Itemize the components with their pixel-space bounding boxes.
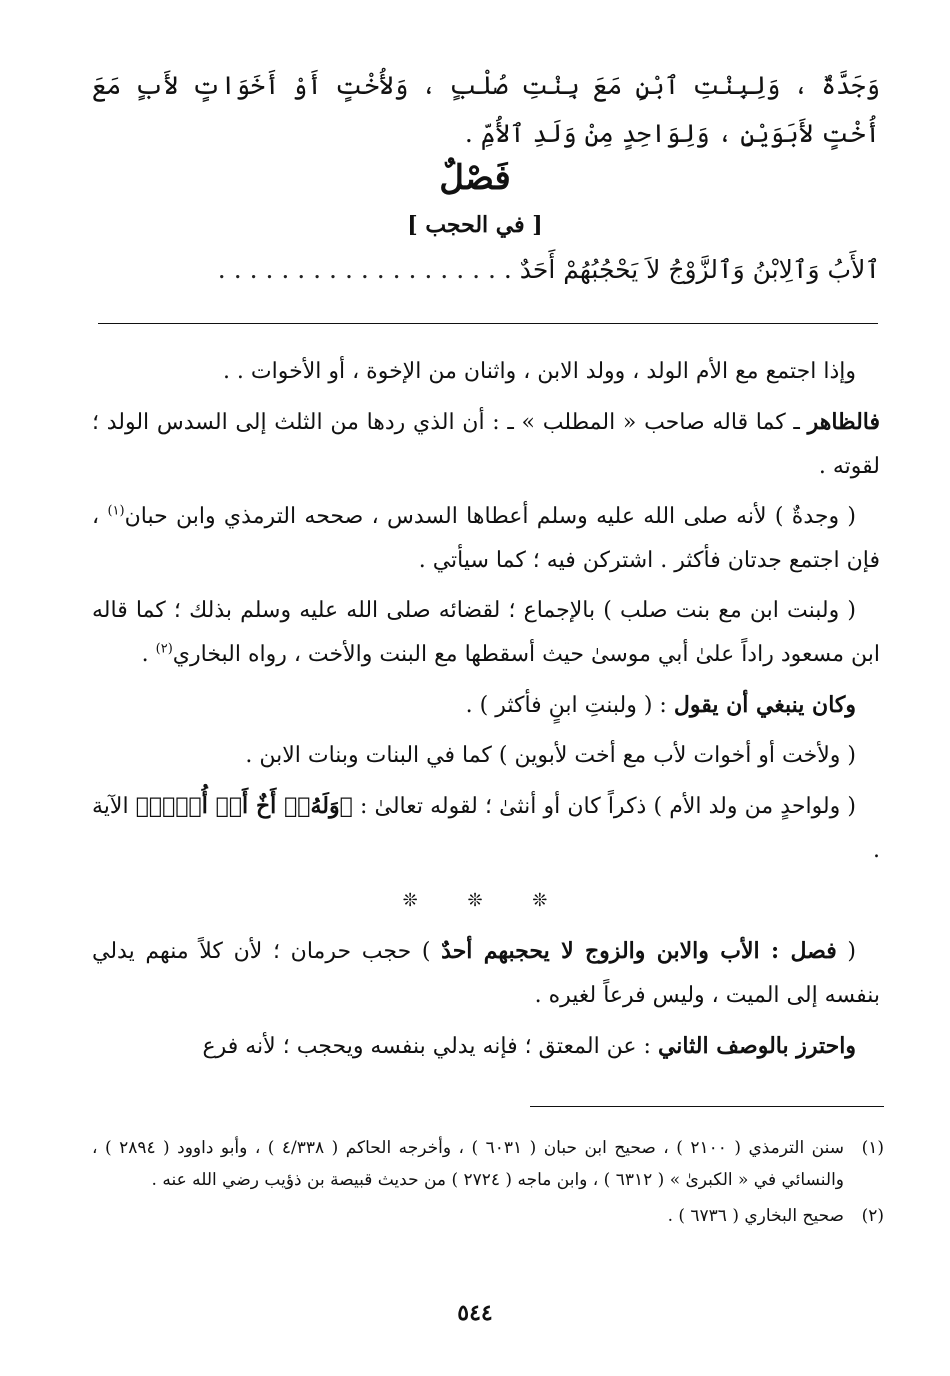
sharh-p9-text: : عن المعتق ؛ فإنه يدلي بنفسه ويحجب ؛ لأنه فرع	[202, 1034, 658, 1059]
section-separator-stars: ❊ ❊ ❊	[402, 890, 570, 911]
matn-fasl-line	[92, 248, 880, 292]
sharh-paragraph-1	[92, 350, 880, 394]
footnote-text: صحيح البخاري ( ٦٧٣٦ ) .	[667, 1206, 844, 1226]
sharh-paragraph-8	[92, 929, 880, 1018]
fasl-heading: فَصْلٌ	[439, 158, 511, 198]
sharh-paragraph-5	[92, 683, 880, 728]
sharh-body	[92, 350, 880, 1075]
sharh-p8-bold: فصل : الأب والابن والزوج لا يحجبهم أحدٌ	[441, 938, 837, 964]
footnote-2	[92, 1200, 884, 1232]
sharh-p4-text-b: .	[141, 642, 156, 667]
quran-verse: ﴿وَلَهُۥٓ أَخٌ أَوۡ أُخۡتٞ﴾	[135, 793, 353, 819]
sharh-p1-text: وإذا اجتمع مع الأم الولد ، وولد الابن ، واثنان من الإخوة ، أو الأخوات . .	[222, 359, 856, 384]
footnote-divider	[530, 1106, 884, 1107]
sharh-paragraph-7	[92, 784, 880, 873]
sharh-p3-text-a: ( وجدةٌ ) لأنه صلى الله عليه وسلم أعطاها السدس ، صححه الترمذي وابن حبان	[124, 504, 857, 529]
matn-sharh-divider	[98, 323, 878, 324]
sharh-p5-bold: وكان ينبغي أن يقول	[673, 692, 856, 718]
sharh-p4-text-a: ( ولبنت ابن مع بنت صلب ) بالإجماع ؛ لقضائه صلى الله عليه وسلم بذلك ؛ كما قاله ابن مسعود راداً علىٰ أبي موسىٰ حيث أسقطها مع البنت والأخت ، رواه البخاري	[92, 598, 880, 667]
sharh-p6-text: ( ولأخت أو أخوات لأب مع أخت لأبوين ) كما في البنات وبنات الابن .	[245, 743, 856, 768]
footnote-number: (١)	[861, 1138, 884, 1158]
sharh-paragraph-9	[92, 1024, 880, 1069]
sharh-p8-open: (	[836, 939, 857, 964]
sharh-paragraph-6	[92, 734, 880, 778]
footnote-ref-2[interactable]: (٢)	[155, 641, 173, 657]
footnote-1	[92, 1132, 884, 1196]
sharh-p5-text: : ( ولبنتِ ابنٍ فأكثر ) .	[465, 693, 674, 718]
footnotes	[92, 1132, 884, 1236]
sharh-p2-text: ـ كما قاله صاحب « المطلب » ـ : أن الذي ردها من الثلث إلى السدس الولد ؛ لقوته .	[92, 410, 880, 479]
footnote-text: سنن الترمذي ( ٢١٠٠ ) ، صحيح ابن حبان ( ٦٠٣١ ) ، وأخرجه الحاكم ( ٤/٣٣٨ ) ، وأبو داوود ( ٢٨٩٤ ) ، والنسائي في « الكبرىٰ » ( ٦٣١٢ ) ، وابن ماجه ( ٢٧٢٤ ) من حديث قبيصة بن ذؤيب رضي الله عنه .	[92, 1138, 844, 1190]
sharh-paragraph-4	[92, 589, 880, 677]
page-number: ٥٤٤	[457, 1300, 493, 1326]
matn-top: وَجَدَّةٌ ، وَلِبِنْتِ ٱبْنٍ مَعَ بِنْتِ صُلْبٍ ، وَلأُخْتٍ أَوْ أَخَوَاتٍ لأَبٍ مَعَ أُخْتٍ لأَبَوَيْنِ ، وَلِوَاحِدٍ مِنْ وَلَدِ ٱلأُمِّ .	[92, 71, 880, 148]
sharh-paragraph-2	[92, 400, 880, 489]
sharh-p9-bold: واحترز بالوصف الثاني	[657, 1033, 856, 1059]
sharh-p2-bold: فالظاهر	[807, 409, 880, 435]
fasl-subtitle: [ في الحجب ]	[407, 212, 543, 238]
sharh-p7-text-a: ( ولواحدٍ من ولد الأم ) ذكراً كان أو أنثىٰ ؛ لقوله تعالىٰ :	[352, 794, 856, 819]
matn-fasl-text: ٱلأَبُ وَٱلِابْنُ وَٱلزَّوْجُ لاَ يَحْجُبُهُمْ أَحَدٌ .	[503, 255, 880, 284]
sharh-paragraph-3	[92, 495, 880, 583]
sharh-p7-text-b: الآية .	[92, 794, 880, 863]
sharh-p8-text: ) حجب حرمان ؛ لأن كلاً منهم يدلي بنفسه إلى الميت ، وليس فرعاً لغيره .	[92, 939, 880, 1008]
sharh-p3-text-b: ، فإن اجتمع جدتان فأكثر . اشتركن فيه ؛ كما سيأتي .	[92, 504, 880, 573]
matn-dots: . . . . . . . . . . . . . . . . . .	[217, 255, 496, 284]
footnote-number: (٢)	[861, 1206, 884, 1226]
footnote-ref-1[interactable]: (١)	[107, 503, 125, 519]
